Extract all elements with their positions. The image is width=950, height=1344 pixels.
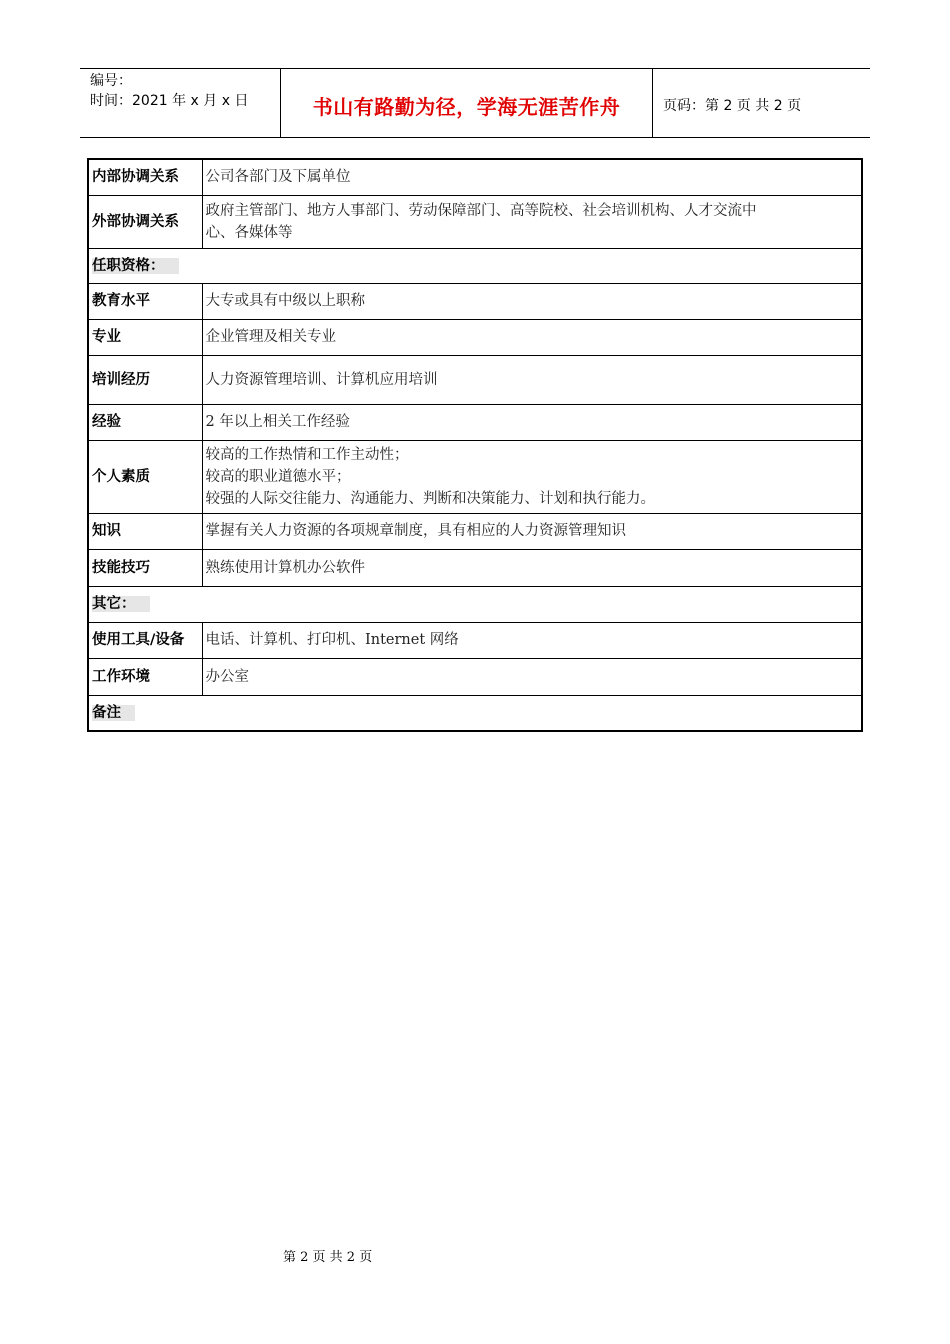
internal-label: 内部协调关系 — [88, 159, 202, 195]
qualification-header: 任职资格： — [92, 258, 179, 274]
remarks-cell — [88, 695, 862, 731]
other-header-cell — [88, 586, 862, 622]
skills-label: 技能技巧 — [88, 549, 202, 586]
table-row — [88, 440, 862, 513]
page-footer: 第 2 页 共 2 页 — [283, 1250, 373, 1265]
section-row — [88, 248, 862, 283]
table-row — [88, 319, 862, 355]
tools-label: 使用工具/设备 — [88, 622, 202, 658]
environment-label: 工作环境 — [88, 658, 202, 695]
quality-label: 个人素质 — [88, 440, 202, 513]
quality-line2: 较高的职业道德水平； — [205, 468, 351, 485]
time-label: 时间：2021 年 x 月 x 日 — [90, 93, 249, 109]
education-value: 大专或具有中级以上职称 — [202, 283, 862, 319]
table-row — [88, 159, 862, 195]
table-row — [88, 355, 862, 404]
other-header: 其它： — [92, 596, 150, 612]
remarks-label: 备注 — [92, 705, 135, 721]
header-motto-cell — [281, 69, 653, 137]
major-value: 企业管理及相关专业 — [202, 319, 862, 355]
tools-value: 电话、计算机、打印机、Internet 网络 — [202, 622, 862, 658]
quality-line3: 较强的人际交往能力、沟通能力、判断和决策能力、计划和执行能力。 — [205, 490, 655, 507]
major-label: 专业 — [88, 319, 202, 355]
page-header — [80, 68, 870, 138]
training-label: 培训经历 — [88, 355, 202, 404]
table-row — [88, 549, 862, 586]
knowledge-label: 知识 — [88, 513, 202, 549]
knowledge-value: 掌握有关人力资源的各项规章制度，具有相应的人力资源管理知识 — [202, 513, 862, 549]
table-row — [88, 195, 862, 248]
header-meta — [80, 69, 281, 137]
external-value-line1: 政府主管部门、地方人事部门、劳动保障部门、高等院校、社会培训机构、人才交流中 — [205, 202, 757, 219]
environment-value: 办公室 — [202, 658, 862, 695]
table-row — [88, 283, 862, 319]
number-label: 编号： — [90, 73, 132, 89]
table-row — [88, 513, 862, 549]
experience-label: 经验 — [88, 404, 202, 440]
quality-value — [202, 440, 862, 513]
header-motto: 书山有路勤为径，学海无涯苦作舟 — [312, 94, 621, 119]
internal-value: 公司各部门及下属单位 — [202, 159, 862, 195]
header-page-info: 页码：第 2 页 共 2 页 — [663, 98, 802, 114]
job-description-table — [87, 158, 863, 732]
table-row — [88, 658, 862, 695]
education-label: 教育水平 — [88, 283, 202, 319]
quality-line1: 较高的工作热情和工作主动性； — [205, 446, 409, 463]
section-row — [88, 695, 862, 731]
training-value: 人力资源管理培训、计算机应用培训 — [202, 355, 862, 404]
qualification-header-cell — [88, 248, 862, 283]
section-row — [88, 586, 862, 622]
experience-value: 2 年以上相关工作经验 — [202, 404, 862, 440]
external-value — [202, 195, 862, 248]
skills-value: 熟练使用计算机办公软件 — [202, 549, 862, 586]
table-row — [88, 622, 862, 658]
external-label: 外部协调关系 — [88, 195, 202, 248]
external-value-line2: 心、各媒体等 — [205, 224, 293, 241]
table-row — [88, 404, 862, 440]
